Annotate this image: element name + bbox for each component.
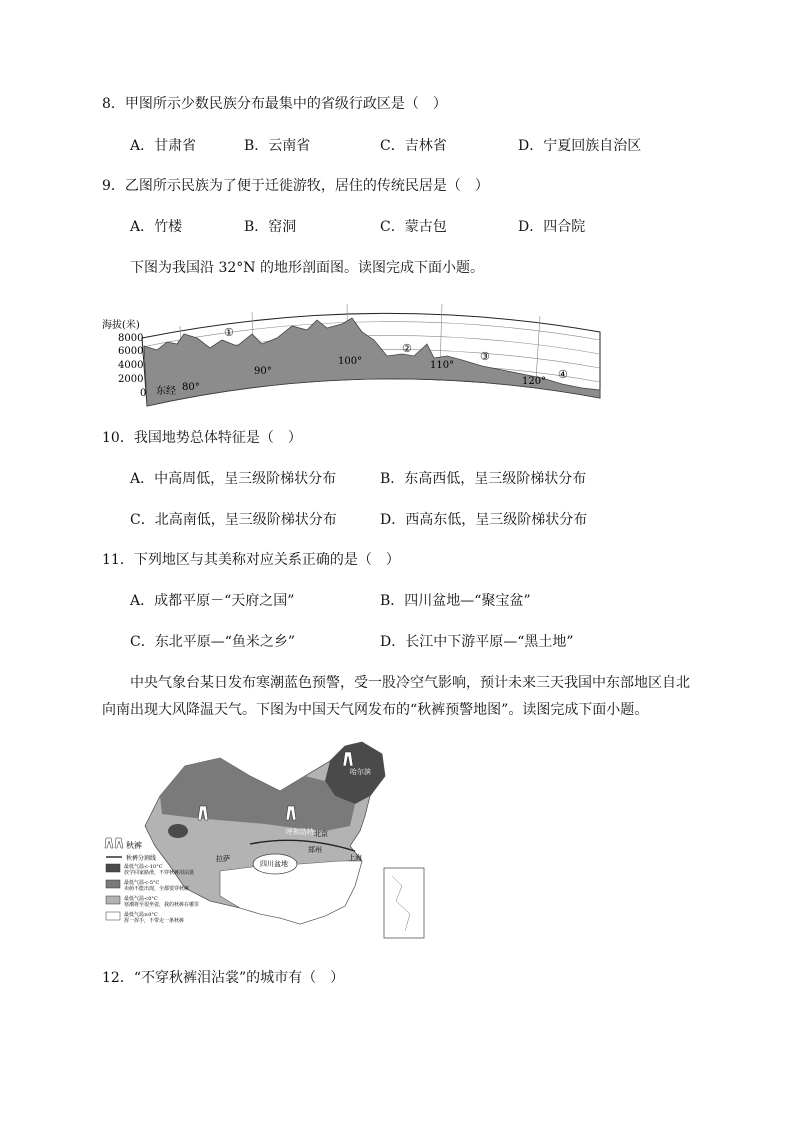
legend-4-note: 挥一挥手，不带走一条秋裤 <box>124 918 185 924</box>
legend-2-temp: 最低气温<-5°C <box>124 880 160 886</box>
city-zhengzhou: 郑州 <box>308 846 322 854</box>
marker-3: ③ <box>480 350 490 363</box>
marker-2: ② <box>402 342 412 355</box>
y-tick-8000: 8000 <box>118 333 144 344</box>
q9-stem: 9．乙图所示民族为了便于迁徙游牧，居住的传统民居是（ ） <box>102 178 489 194</box>
q8-stem: 8．甲图所示少数民族分布最集中的省级行政区是（ ） <box>102 96 447 112</box>
x-tick-100: 100° <box>338 356 363 367</box>
q11-option-a[interactable]: A．成都平原－“天府之国” <box>130 593 295 609</box>
y-axis-title: 海拔(米) <box>102 320 140 331</box>
label-sichuan-basin: 四川盆地 <box>260 860 288 868</box>
q9-option-d[interactable]: D．四合院 <box>518 219 586 235</box>
legend-swatch-4 <box>106 912 120 920</box>
x-tick-90: 90° <box>254 366 272 377</box>
marker-1: ① <box>224 326 234 339</box>
q11-stem: 11．下列地区与其美称对应关系正确的是（ ） <box>102 552 400 568</box>
x-tick-120: 120° <box>522 376 547 387</box>
q12-stem: 12．“不穿秋裤泪沾裳”的城市有（ ） <box>102 970 345 986</box>
q9-option-a[interactable]: A．竹楼 <box>130 219 183 235</box>
city-hohhot: 呼和浩特 <box>286 828 314 836</box>
marker-4: ④ <box>558 368 568 381</box>
legend-pants-icon <box>115 838 123 848</box>
qiuku-warning-map <box>100 736 430 956</box>
x-tick-110: 110° <box>430 360 455 371</box>
q11-option-c[interactable]: C．东北平原—“鱼米之乡” <box>130 634 296 650</box>
q8-option-d[interactable]: D．宁夏回族自治区 <box>518 138 642 154</box>
legend-1-note: 放学回家路滑，不穿秋裤泪沾裳 <box>124 870 195 876</box>
city-lhasa: 拉萨 <box>216 855 230 863</box>
q10-option-d[interactable]: D．西高东低，呈三级阶梯状分布 <box>380 512 588 528</box>
city-harbin: 哈尔滨 <box>350 768 371 776</box>
q10-option-b[interactable]: B．东高西低，呈三级阶梯状分布 <box>380 471 587 487</box>
legend-swatch-2 <box>106 880 120 888</box>
city-beijing: 北京 <box>314 830 328 838</box>
q9-option-b[interactable]: B．窑洞 <box>244 219 297 235</box>
q10-stem: 10．我国地势总体特征是（ ） <box>102 430 302 446</box>
q10-option-c[interactable]: C．北高南低，呈三级阶梯状分布 <box>130 512 337 528</box>
y-tick-0: 0 <box>140 388 147 399</box>
y-tick-6000: 6000 <box>118 346 144 357</box>
terrain-profile-figure <box>102 298 602 408</box>
x-tick-80: 80° <box>182 382 200 393</box>
intro-map-line2: 向南出现大风降温天气。下图为中国天气网发布的“秋裤预警地图”。读图完成下面小题。 <box>102 702 649 718</box>
q8-option-c[interactable]: C．吉林省 <box>380 138 447 154</box>
intro-profile: 下图为我国沿 32°N 的地形剖面图。读图完成下面小题。 <box>130 260 484 276</box>
legend-label-pants: 秋裤 <box>126 841 142 850</box>
q8-option-b[interactable]: B．云南省 <box>244 138 311 154</box>
legend-3-temp: 最低气温<0°C <box>124 896 158 902</box>
q9-option-c[interactable]: C．蒙古包 <box>380 219 447 235</box>
y-tick-4000: 4000 <box>118 360 144 371</box>
legend-4-temp: 最低气温≥0°C <box>124 912 158 918</box>
legend-label-divider: 秋裤分割线 <box>126 855 157 862</box>
city-shanghai: 上海 <box>348 854 362 862</box>
y-tick-2000: 2000 <box>118 374 144 385</box>
x-axis-prefix: 东经 <box>156 386 176 397</box>
legend-1-temp: 最低气温<-10°C <box>124 864 163 870</box>
legend-pants-icon <box>105 838 113 848</box>
legend-swatch-3 <box>106 896 120 904</box>
q10-option-a[interactable]: A．中高周低，呈三级阶梯状分布 <box>130 471 337 487</box>
legend-2-note: 卖萌不能出现，全都要穿秋裤 <box>124 886 190 892</box>
q11-option-d[interactable]: D．长江中下游平原—“黑土地” <box>380 634 574 650</box>
south-china-sea-inset <box>384 868 424 938</box>
q11-option-b[interactable]: B．四川盆地—“聚宝盆” <box>380 593 531 609</box>
legend-3-note: 寒潮将至很坐姿，我的秋裤在哪里 <box>124 902 200 908</box>
q8-option-a[interactable]: A．甘肃省 <box>130 138 197 154</box>
intro-map-line1: 中央气象台某日发布寒潮蓝色预警，受一股冷空气影响，预计未来三天我国中东部地区自北 <box>130 675 690 691</box>
legend-swatch-1 <box>106 864 120 872</box>
